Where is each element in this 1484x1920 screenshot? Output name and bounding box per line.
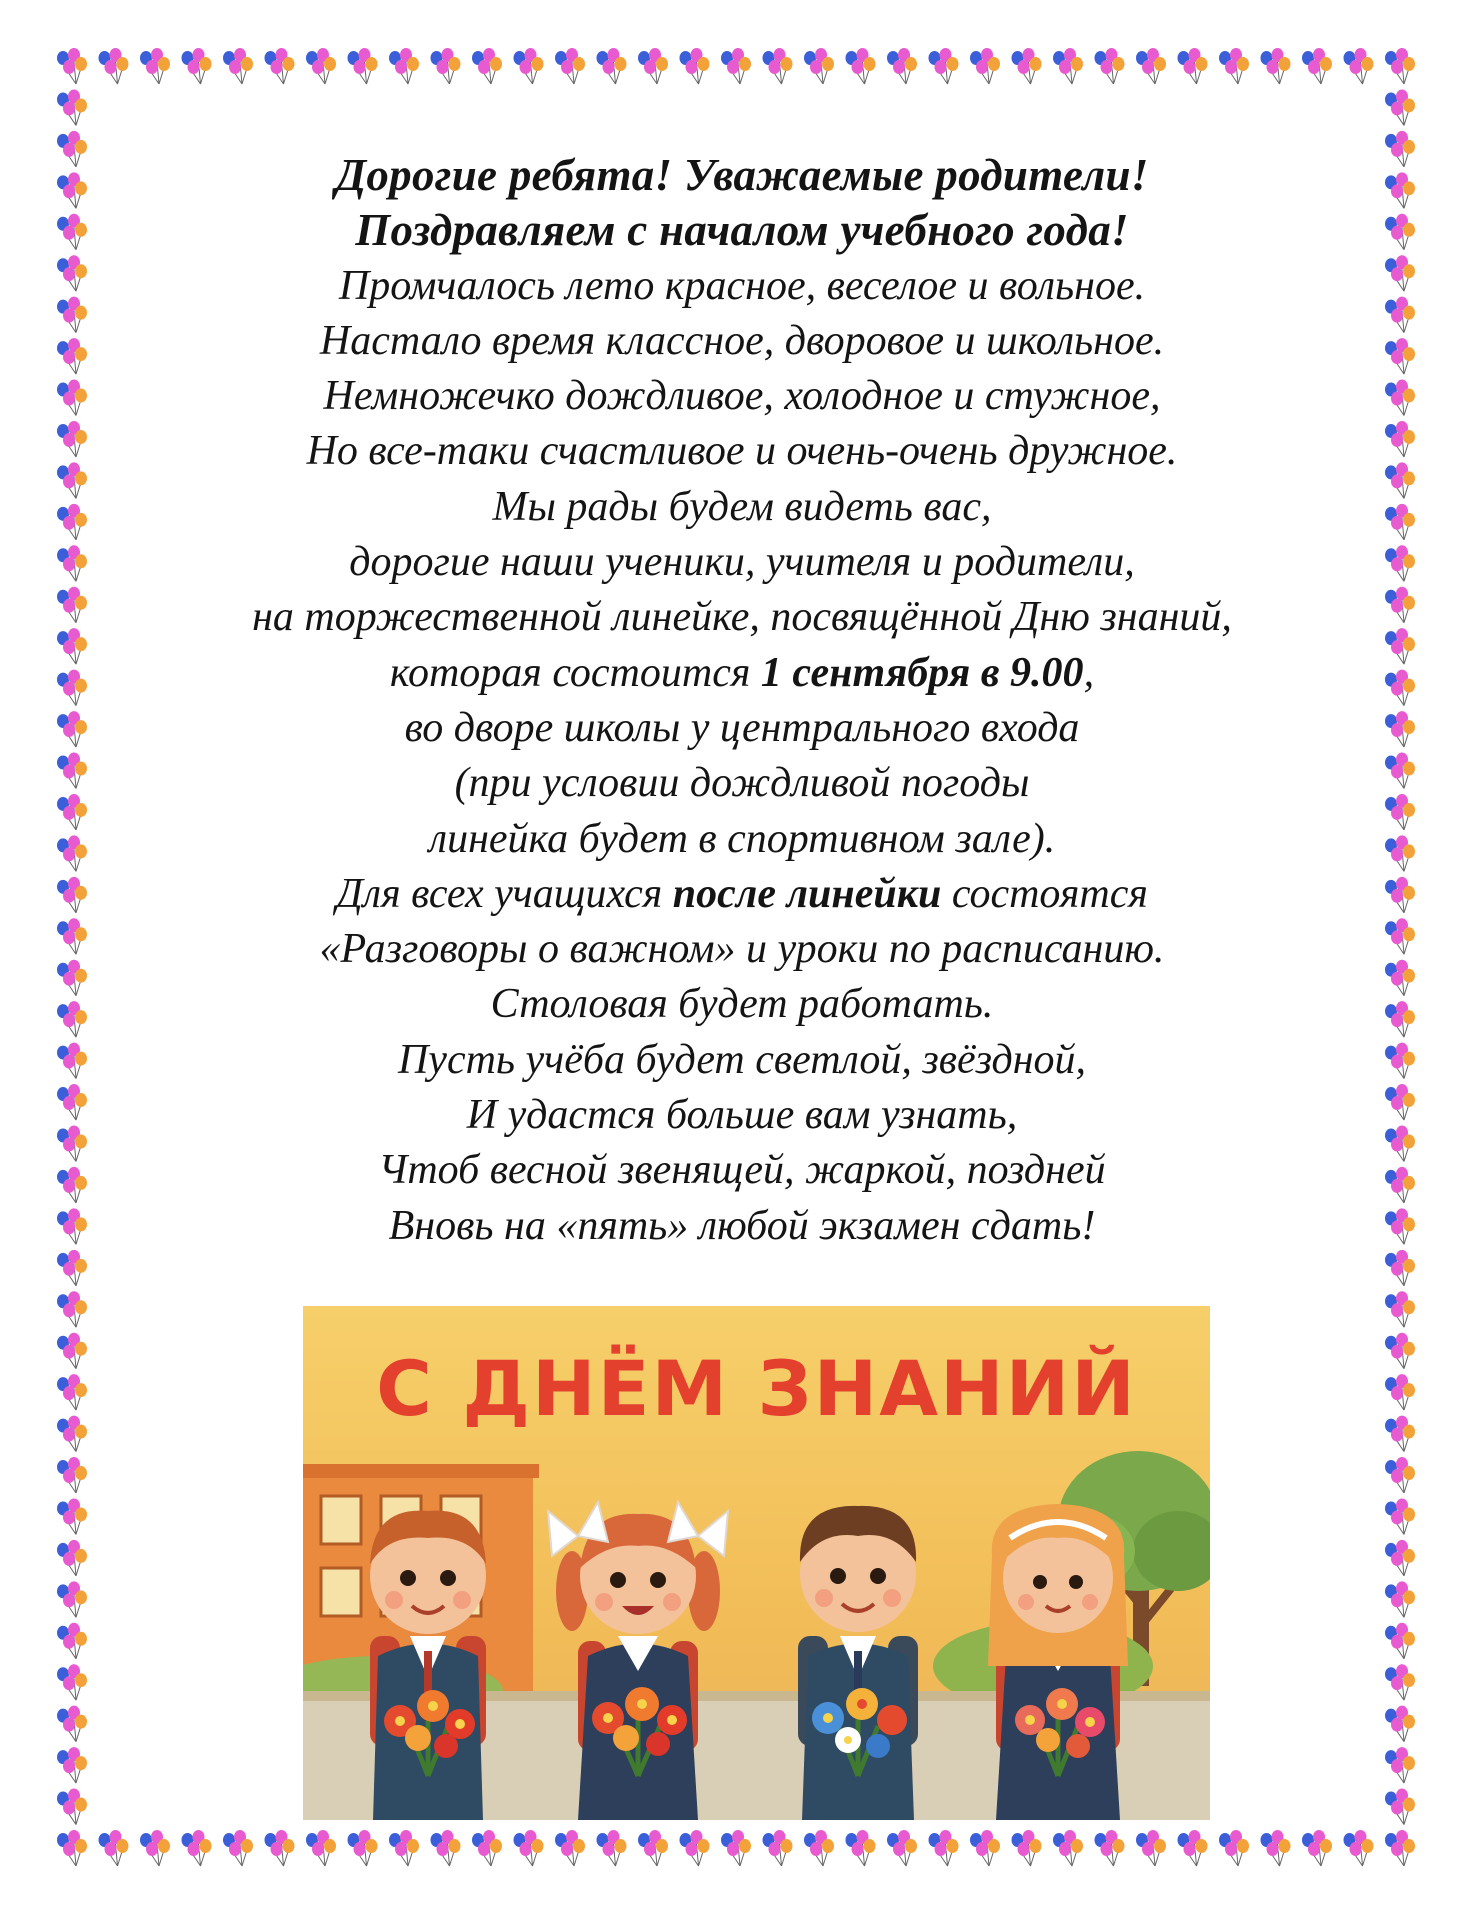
balloon-cluster-icon (1385, 1498, 1415, 1534)
balloon-cluster-icon (57, 1043, 87, 1079)
balloon-cluster-icon (1385, 48, 1415, 84)
balloon-cluster-icon (348, 1830, 378, 1866)
balloon-cluster-icon (265, 1830, 295, 1866)
balloon-cluster-icon (57, 1706, 87, 1742)
balloon-cluster-icon (57, 753, 87, 789)
balloon-cluster-icon (57, 1291, 87, 1327)
balloon-cluster-icon (1136, 48, 1166, 84)
balloon-cluster-icon (1385, 918, 1415, 954)
balloon-cluster-icon (1385, 587, 1415, 623)
balloon-cluster-icon (57, 421, 87, 457)
balloon-cluster-icon (472, 1830, 502, 1866)
poem-line: Настало время классное, дворовое и школьное. (319, 317, 1165, 364)
balloon-cluster-icon (265, 48, 295, 84)
balloon-cluster-icon (1385, 1125, 1415, 1161)
balloon-cluster-icon (57, 1084, 87, 1120)
event-date-time: 1 сентября в 9.00 (760, 649, 1084, 696)
balloon-cluster-icon (1385, 1167, 1415, 1203)
child-girl-blonde (988, 1504, 1128, 1820)
balloon-cluster-icon (306, 1830, 336, 1866)
poem-line: Чтоб весной звенящей, жаркой, поздней (378, 1147, 1106, 1194)
balloon-cluster-icon (1219, 1830, 1249, 1866)
balloon-cluster-icon (1385, 1457, 1415, 1493)
balloon-cluster-icon (57, 1664, 87, 1700)
balloon-cluster-icon (99, 48, 129, 84)
balloon-cluster-icon (804, 1830, 834, 1866)
balloon-cluster-icon (763, 1830, 793, 1866)
balloon-cluster-icon (721, 48, 751, 84)
balloon-cluster-icon (1385, 1747, 1415, 1783)
balloon-cluster-icon (223, 48, 253, 84)
balloon-cluster-icon (57, 1789, 87, 1825)
balloon-cluster-icon (597, 48, 627, 84)
balloon-cluster-icon (1344, 1830, 1374, 1866)
greeting-heading: Дорогие ребята! Уважаемые родители! (335, 150, 1149, 200)
balloon-cluster-icon (1302, 1830, 1332, 1866)
balloon-cluster-icon (1385, 89, 1415, 125)
balloon-cluster-icon (1178, 1830, 1208, 1866)
balloon-cluster-icon (1385, 462, 1415, 498)
poem-line: Пусть учёба будет светлой, звёздной, (397, 1036, 1087, 1083)
balloon-cluster-icon (1385, 1540, 1415, 1576)
balloon-cluster-icon (1385, 421, 1415, 457)
balloon-cluster-icon (638, 1830, 668, 1866)
balloon-cluster-icon (57, 1540, 87, 1576)
balloon-cluster-icon (970, 1830, 1000, 1866)
balloon-cluster-icon (555, 1830, 585, 1866)
announcement-text: которая состоится (389, 649, 761, 696)
balloon-cluster-icon (182, 48, 212, 84)
announcement-line: (при условии дождливой погоды (454, 760, 1030, 807)
balloon-cluster-icon (514, 48, 544, 84)
balloon-cluster-icon (1385, 794, 1415, 830)
balloon-cluster-icon (57, 1457, 87, 1493)
balloon-cluster-icon (929, 48, 959, 84)
balloon-cluster-icon (1385, 214, 1415, 250)
balloon-cluster-icon (57, 1125, 87, 1161)
balloon-cluster-icon (1012, 48, 1042, 84)
balloon-cluster-icon (1178, 48, 1208, 84)
balloon-cluster-icon (1385, 1416, 1415, 1452)
flyer-text (150, 148, 1334, 1254)
balloon-cluster-icon (57, 1208, 87, 1244)
balloon-cluster-icon (597, 1830, 627, 1866)
balloon-cluster-icon (763, 48, 793, 84)
announcement-line: «Разговоры о важном» и уроки по расписанию. (319, 926, 1165, 973)
knowledge-day-poster (303, 1306, 1210, 1820)
balloon-cluster-icon (57, 545, 87, 581)
balloon-cluster-icon (472, 48, 502, 84)
balloon-cluster-icon (57, 214, 87, 250)
balloon-cluster-icon (57, 1001, 87, 1037)
balloon-cluster-icon (1385, 753, 1415, 789)
announcement-line: дорогие наши ученики, учителя и родители, (349, 539, 1135, 586)
balloon-cluster-icon (57, 172, 87, 208)
balloon-cluster-icon (1053, 48, 1083, 84)
child-boy-left (370, 1511, 486, 1820)
announcement-text: состоятся (941, 870, 1148, 917)
balloon-cluster-icon (57, 1333, 87, 1369)
balloon-cluster-icon (1385, 835, 1415, 871)
balloon-cluster-icon (57, 48, 87, 84)
announcement-date-line (150, 646, 1334, 701)
balloon-cluster-icon (57, 1747, 87, 1783)
announcement-line: Столовая будет работать. (490, 981, 994, 1028)
balloon-cluster-icon (1385, 504, 1415, 540)
balloon-cluster-icon (1385, 1084, 1415, 1120)
balloon-cluster-icon (57, 1250, 87, 1286)
balloon-cluster-icon (57, 462, 87, 498)
announcement-line: во дворе школы у центрального входа (404, 704, 1080, 751)
balloon-cluster-icon (846, 1830, 876, 1866)
balloon-cluster-icon (57, 255, 87, 291)
balloon-cluster-icon (57, 1416, 87, 1452)
balloon-cluster-icon (389, 48, 419, 84)
balloon-cluster-icon (57, 877, 87, 913)
balloon-cluster-icon (1385, 1581, 1415, 1617)
balloon-cluster-icon (1385, 877, 1415, 913)
announcement-lessons-line (150, 867, 1334, 922)
balloon-cluster-icon (57, 89, 87, 125)
balloon-cluster-icon (57, 504, 87, 540)
balloon-cluster-icon (57, 1581, 87, 1617)
balloon-cluster-icon (887, 48, 917, 84)
balloon-cluster-icon (1302, 48, 1332, 84)
balloon-cluster-icon (1344, 48, 1374, 84)
balloon-cluster-icon (57, 628, 87, 664)
balloon-cluster-icon (140, 1830, 170, 1866)
poem-line: Промчалось лето красное, веселое и вольное. (338, 262, 1146, 309)
balloon-cluster-icon (1385, 1789, 1415, 1825)
announcement-text: , (1083, 649, 1095, 696)
balloon-cluster-icon (1385, 628, 1415, 664)
balloon-cluster-icon (57, 918, 87, 954)
balloon-cluster-icon (1385, 711, 1415, 747)
poem-line: Немножечко дождливое, холодное и стужное, (323, 373, 1161, 420)
balloon-cluster-icon (57, 338, 87, 374)
poster-title: С ДНЁМ ЗНАНИЙ (376, 1344, 1137, 1433)
balloon-cluster-icon (1012, 1830, 1042, 1866)
balloon-cluster-icon (970, 48, 1000, 84)
balloon-cluster-icon (680, 1830, 710, 1866)
announcement-line: Мы рады будем видеть вас, (492, 483, 992, 530)
balloon-cluster-icon (431, 48, 461, 84)
balloon-cluster-icon (1136, 1830, 1166, 1866)
balloon-cluster-icon (1095, 1830, 1125, 1866)
balloon-cluster-icon (887, 1830, 917, 1866)
balloon-cluster-icon (1385, 172, 1415, 208)
balloon-cluster-icon (182, 1830, 212, 1866)
balloon-cluster-icon (1385, 297, 1415, 333)
balloon-cluster-icon (1385, 545, 1415, 581)
announcement-text: Для всех учащихся (336, 870, 673, 917)
balloon-cluster-icon (1385, 131, 1415, 167)
balloon-cluster-icon (1385, 670, 1415, 706)
balloon-cluster-icon (1385, 1250, 1415, 1286)
balloon-cluster-icon (1385, 1623, 1415, 1659)
balloon-cluster-icon (99, 1830, 129, 1866)
balloon-cluster-icon (1385, 960, 1415, 996)
congratulation-heading: Поздравляем с началом учебного года! (355, 205, 1129, 256)
balloon-cluster-icon (1261, 1830, 1291, 1866)
poem-line: Но все-таки счастливое и очень-очень дружное. (306, 428, 1178, 475)
poem-line: И удастся больше вам узнать, (466, 1092, 1018, 1139)
balloon-cluster-icon (929, 1830, 959, 1866)
balloon-cluster-icon (348, 48, 378, 84)
balloon-cluster-icon (306, 48, 336, 84)
balloon-cluster-icon (1385, 1333, 1415, 1369)
balloon-cluster-icon (57, 297, 87, 333)
balloon-cluster-icon (389, 1830, 419, 1866)
balloon-cluster-icon (1385, 1043, 1415, 1079)
balloon-cluster-icon (57, 1498, 87, 1534)
balloon-cluster-icon (721, 1830, 751, 1866)
balloon-cluster-icon (680, 48, 710, 84)
balloon-cluster-icon (1385, 1208, 1415, 1244)
balloon-cluster-icon (1261, 48, 1291, 84)
balloon-cluster-icon (846, 48, 876, 84)
balloon-cluster-icon (1053, 1830, 1083, 1866)
balloon-cluster-icon (57, 794, 87, 830)
balloon-cluster-icon (57, 835, 87, 871)
balloon-cluster-icon (1095, 48, 1125, 84)
balloon-cluster-icon (57, 670, 87, 706)
balloon-cluster-icon (638, 48, 668, 84)
after-ceremony-emphasis: после линейки (672, 870, 942, 917)
balloon-cluster-icon (223, 1830, 253, 1866)
balloon-cluster-icon (1385, 1001, 1415, 1037)
announcement-line: на торжественной линейке, посвящённой Дню знаний, (252, 594, 1232, 641)
balloon-cluster-icon (1385, 380, 1415, 416)
balloon-cluster-icon (1385, 1664, 1415, 1700)
balloon-cluster-icon (57, 587, 87, 623)
balloon-cluster-icon (57, 380, 87, 416)
balloon-cluster-icon (57, 960, 87, 996)
balloon-cluster-icon (57, 1374, 87, 1410)
balloon-cluster-icon (1385, 338, 1415, 374)
balloon-cluster-icon (1385, 1706, 1415, 1742)
balloon-cluster-icon (140, 48, 170, 84)
child-boy-right (798, 1506, 918, 1820)
balloon-cluster-icon (555, 48, 585, 84)
balloon-cluster-icon (1385, 1830, 1415, 1866)
balloon-cluster-icon (804, 48, 834, 84)
balloon-cluster-icon (57, 131, 87, 167)
balloon-cluster-icon (1385, 255, 1415, 291)
balloon-cluster-icon (1385, 1374, 1415, 1410)
balloon-cluster-icon (514, 1830, 544, 1866)
balloon-cluster-icon (57, 711, 87, 747)
balloon-cluster-icon (1219, 48, 1249, 84)
balloon-cluster-icon (57, 1830, 87, 1866)
balloon-cluster-icon (57, 1167, 87, 1203)
poem-line: Вновь на «пять» любой экзамен сдать! (388, 1202, 1096, 1249)
announcement-line: линейка будет в спортивном зале). (428, 815, 1056, 862)
balloon-cluster-icon (57, 1623, 87, 1659)
balloon-cluster-icon (1385, 1291, 1415, 1327)
balloon-cluster-icon (431, 1830, 461, 1866)
